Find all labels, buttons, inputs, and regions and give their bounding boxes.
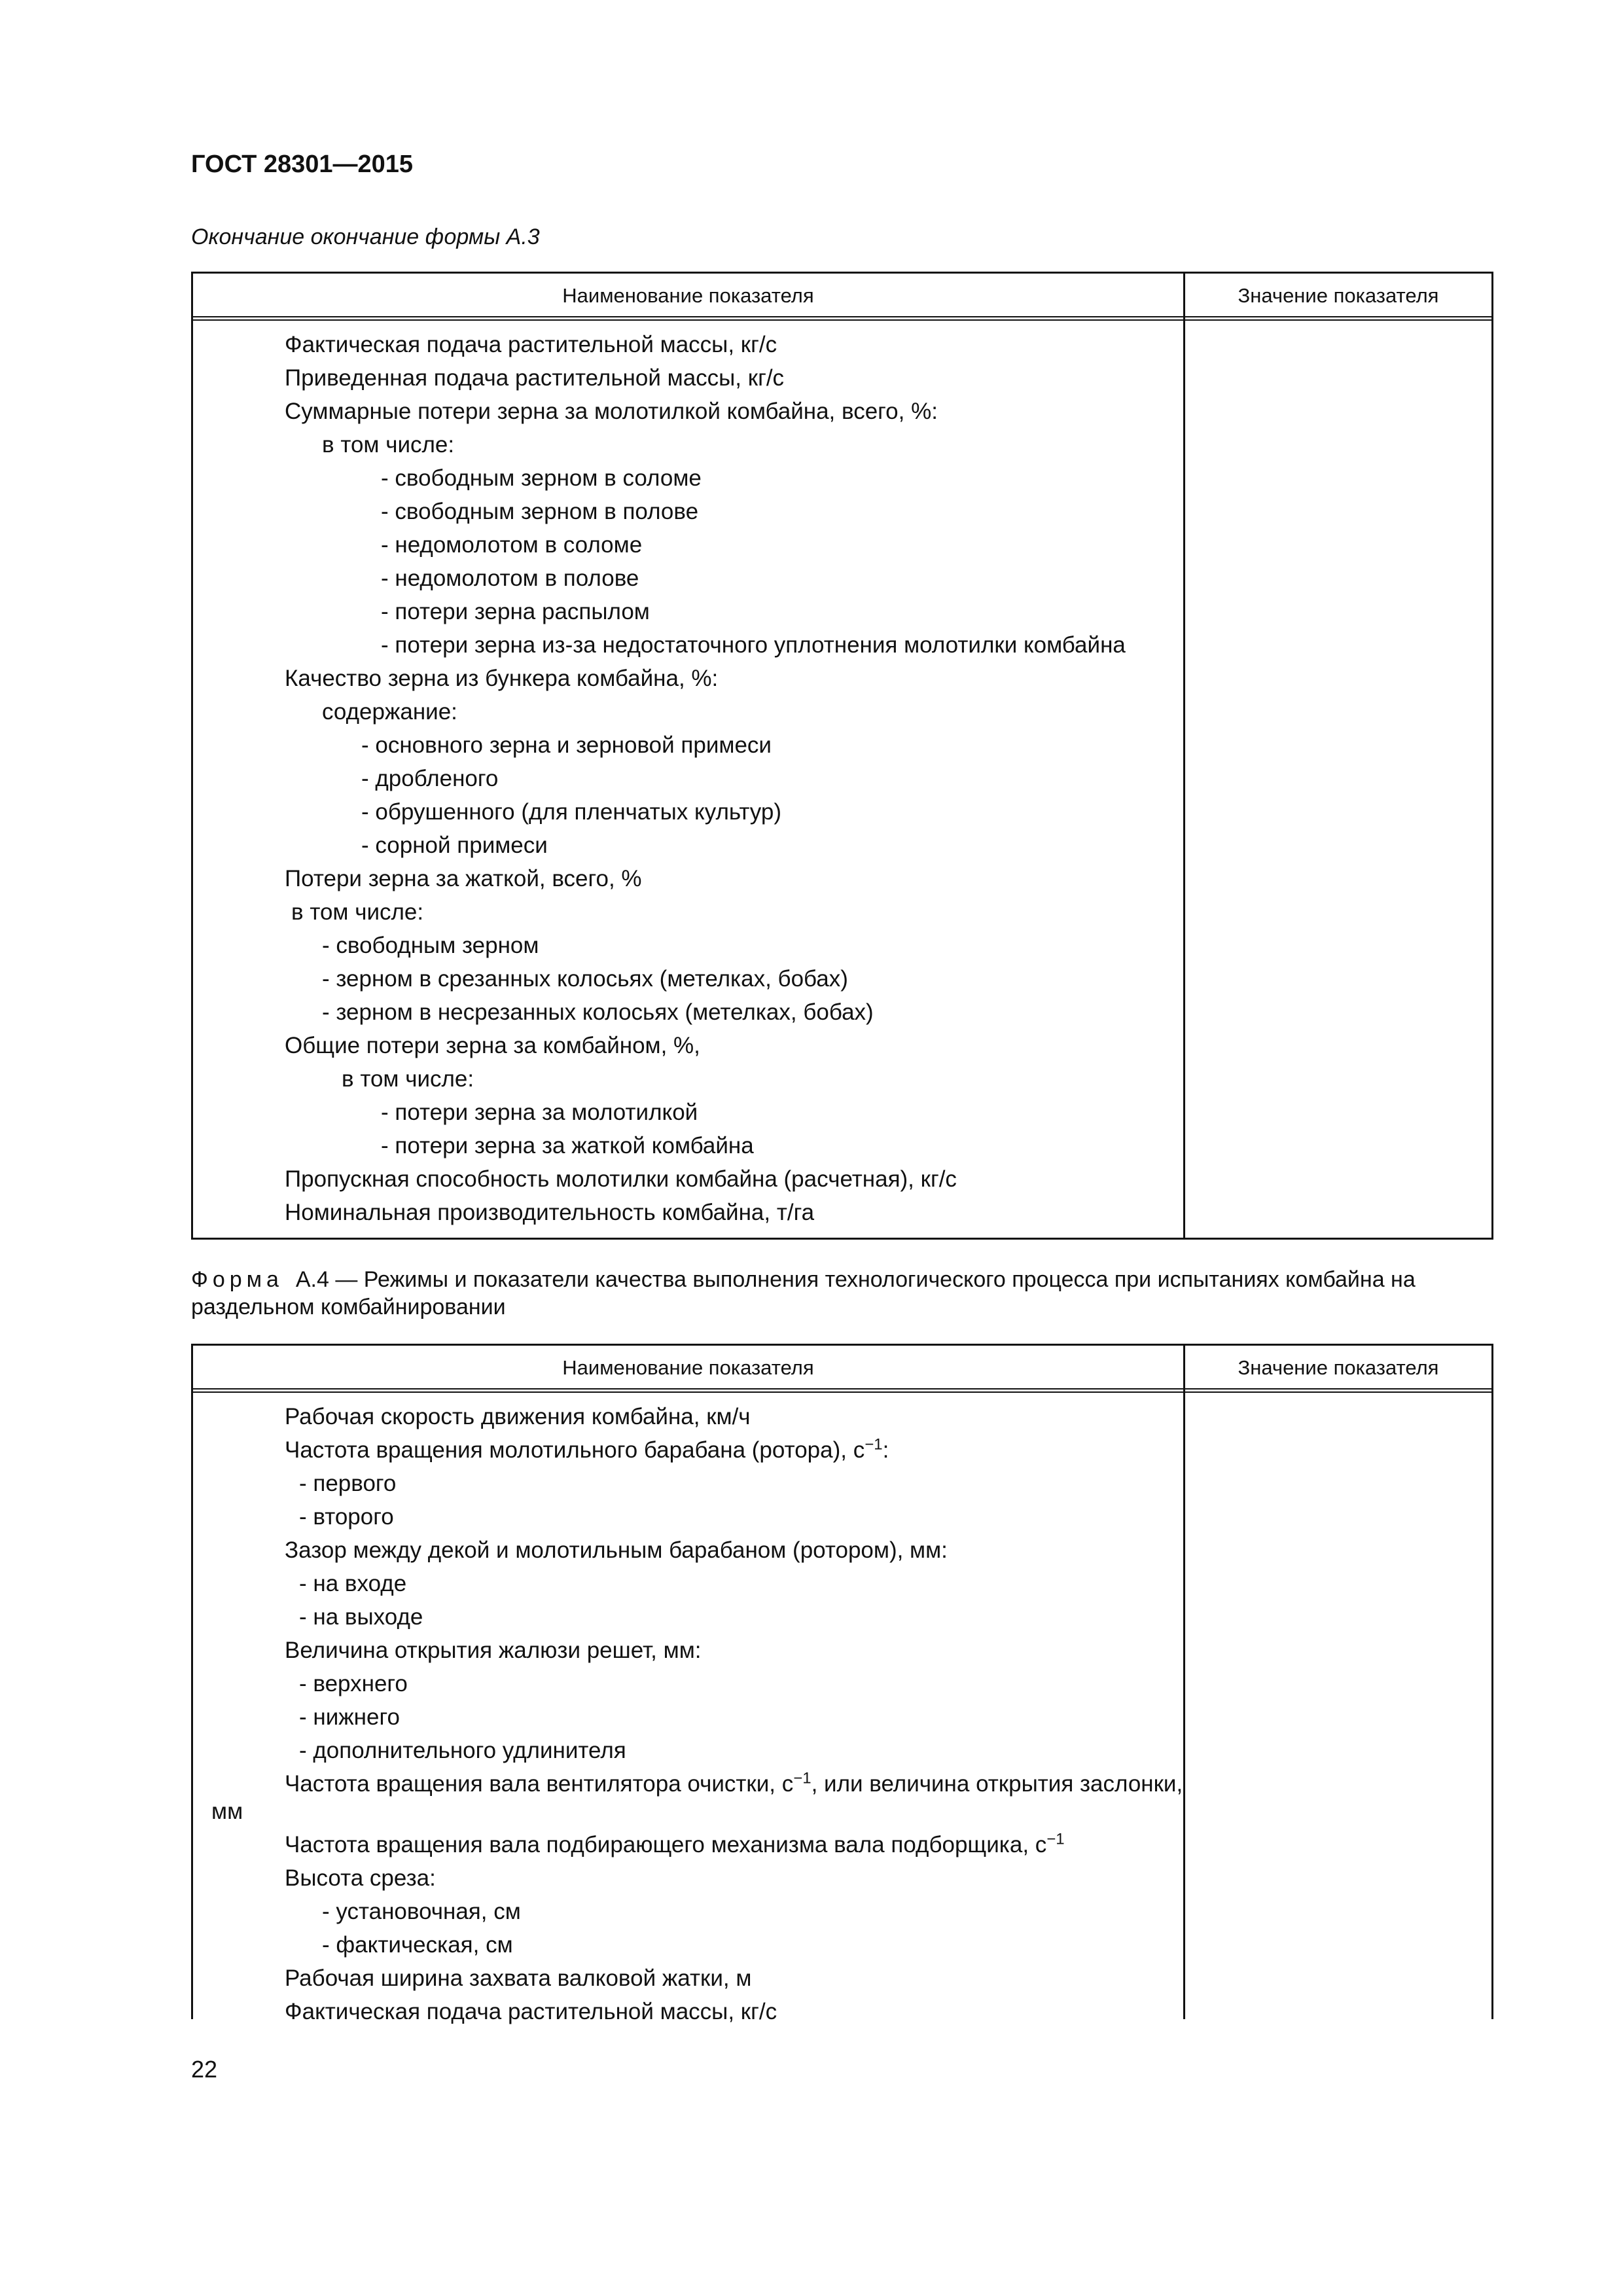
- table-row: Потери зерна за жаткой, всего, %: [285, 866, 642, 891]
- table-row: содержание:: [322, 699, 457, 725]
- table-row: Рабочая скорость движения комбайна, км/ч: [285, 1404, 751, 1429]
- table-row: - свободным зерном в соломе: [381, 465, 702, 491]
- table-row: [193, 1828, 1183, 1861]
- table-row: - потери зерна за жаткой комбайна: [381, 1133, 754, 1158]
- table2-body: [193, 1400, 1183, 2028]
- table-row: Фактическая подача растительной массы, кг/с: [285, 332, 777, 357]
- table-row: - фактическая, см: [322, 1932, 513, 1958]
- table-row: Высота среза:: [285, 1865, 436, 1891]
- table-row: - зерном в срезанных колосьях (метелках, бобах): [322, 966, 848, 992]
- table-row: Суммарные потери зерна за молотилкой комбайна, всего, %:: [285, 399, 938, 424]
- table-row: - свободным зерном в полове: [381, 499, 699, 524]
- header-double-rule: [193, 316, 1491, 321]
- table1-col1-header: Наименование показателя: [562, 284, 814, 307]
- table-row: [193, 1770, 1183, 1825]
- table-row: Фактическая подача растительной массы, кг/с: [285, 1999, 777, 2024]
- table-row: - обрушенного (для пленчатых культур): [361, 799, 782, 825]
- table2-col2-header: Значение показателя: [1238, 1356, 1439, 1379]
- table-row: - дробленого: [361, 766, 499, 791]
- table-row: - нижнего: [299, 1704, 400, 1730]
- table-row: - свободным зерном: [322, 933, 539, 958]
- colon: :: [882, 1437, 889, 1463]
- table-row: Общие потери зерна за комбайном, %,: [285, 1033, 700, 1058]
- table-row: - потери зерна распылом: [381, 599, 650, 624]
- column-divider: [1183, 272, 1185, 1238]
- table1: [191, 272, 1493, 1240]
- table1-body: [193, 328, 1183, 1229]
- table1-caption: Окончание окончание формы А.3: [191, 224, 540, 249]
- caption-prefix: Форма: [191, 1267, 283, 1292]
- table1-header: [193, 272, 1491, 316]
- header-double-rule: [193, 1388, 1491, 1393]
- table2: [191, 1344, 1493, 2024]
- superscript: −1: [865, 1435, 883, 1454]
- table-row: - второго: [299, 1504, 394, 1530]
- table-row: в том числе:: [322, 432, 455, 457]
- table2-col1-header: Наименование показателя: [562, 1356, 814, 1379]
- table2-header: [193, 1344, 1491, 1388]
- table-row: - недомолотом в полове: [381, 565, 639, 591]
- table-row: Зазор между декой и молотильным барабаном (ротором), мм:: [285, 1537, 948, 1563]
- table-row: - основного зерна и зерновой примеси: [361, 732, 772, 758]
- page-number: 22: [191, 2056, 218, 2083]
- table-row: - недомолотом в соломе: [381, 532, 643, 558]
- table-row: - зерном в несрезанных колосьях (метелках, бобах): [322, 999, 874, 1025]
- table-row: Номинальная производительность комбайна, т/га: [285, 1200, 815, 1225]
- table-row: в том числе:: [342, 1066, 474, 1092]
- document-title: ГОСТ 28301—2015: [191, 151, 414, 178]
- table1-col2-header: Значение показателя: [1238, 284, 1439, 307]
- row-text: Частота вращения молотильного барабана (ротора), с: [285, 1437, 865, 1463]
- table-row: Качество зерна из бункера комбайна, %:: [285, 666, 719, 691]
- table2-caption: [191, 1266, 1493, 1321]
- table-row: Рабочая ширина захвата валковой жатки, м: [285, 1965, 752, 1991]
- table-row: в том числе:: [291, 899, 424, 925]
- table-row: - сорной примеси: [361, 833, 548, 858]
- table-row: Величина открытия жалюзи решет, мм:: [285, 1638, 702, 1663]
- table-row: - потери зерна за молотилкой: [381, 1100, 698, 1125]
- column-divider: [1183, 1344, 1185, 2019]
- row-text: Частота вращения вала подбирающего механизма вала подборщика, с: [285, 1832, 1047, 1857]
- table-row: - дополнительного удлинителя: [299, 1738, 626, 1763]
- row-text: Частота вращения вала вентилятора очистки, с: [285, 1771, 794, 1797]
- superscript: −1: [1046, 1830, 1065, 1848]
- table-row: [193, 1433, 1183, 1467]
- table-row: - установочная, см: [322, 1899, 521, 1924]
- table-row: Приведенная подача растительной массы, кг/с: [285, 365, 785, 391]
- table-row: Пропускная способность молотилки комбайна (расчетная), кг/с: [285, 1166, 957, 1192]
- row-tail: , или величина открытия заслонки, мм: [211, 1771, 1183, 1824]
- caption-text: А.4 — Режимы и показатели качества выполнения технологического процесса при испытаниях комбайна на раздельном комбайнировании: [191, 1267, 1416, 1319]
- table-row: - первого: [299, 1471, 397, 1496]
- table-row: - на входе: [299, 1571, 407, 1596]
- table-row: - на выходе: [299, 1604, 423, 1630]
- superscript: −1: [793, 1769, 812, 1787]
- table-row: - верхнего: [299, 1671, 408, 1696]
- table-row: - потери зерна из-за недостаточного уплотнения молотилки комбайна: [381, 632, 1126, 658]
